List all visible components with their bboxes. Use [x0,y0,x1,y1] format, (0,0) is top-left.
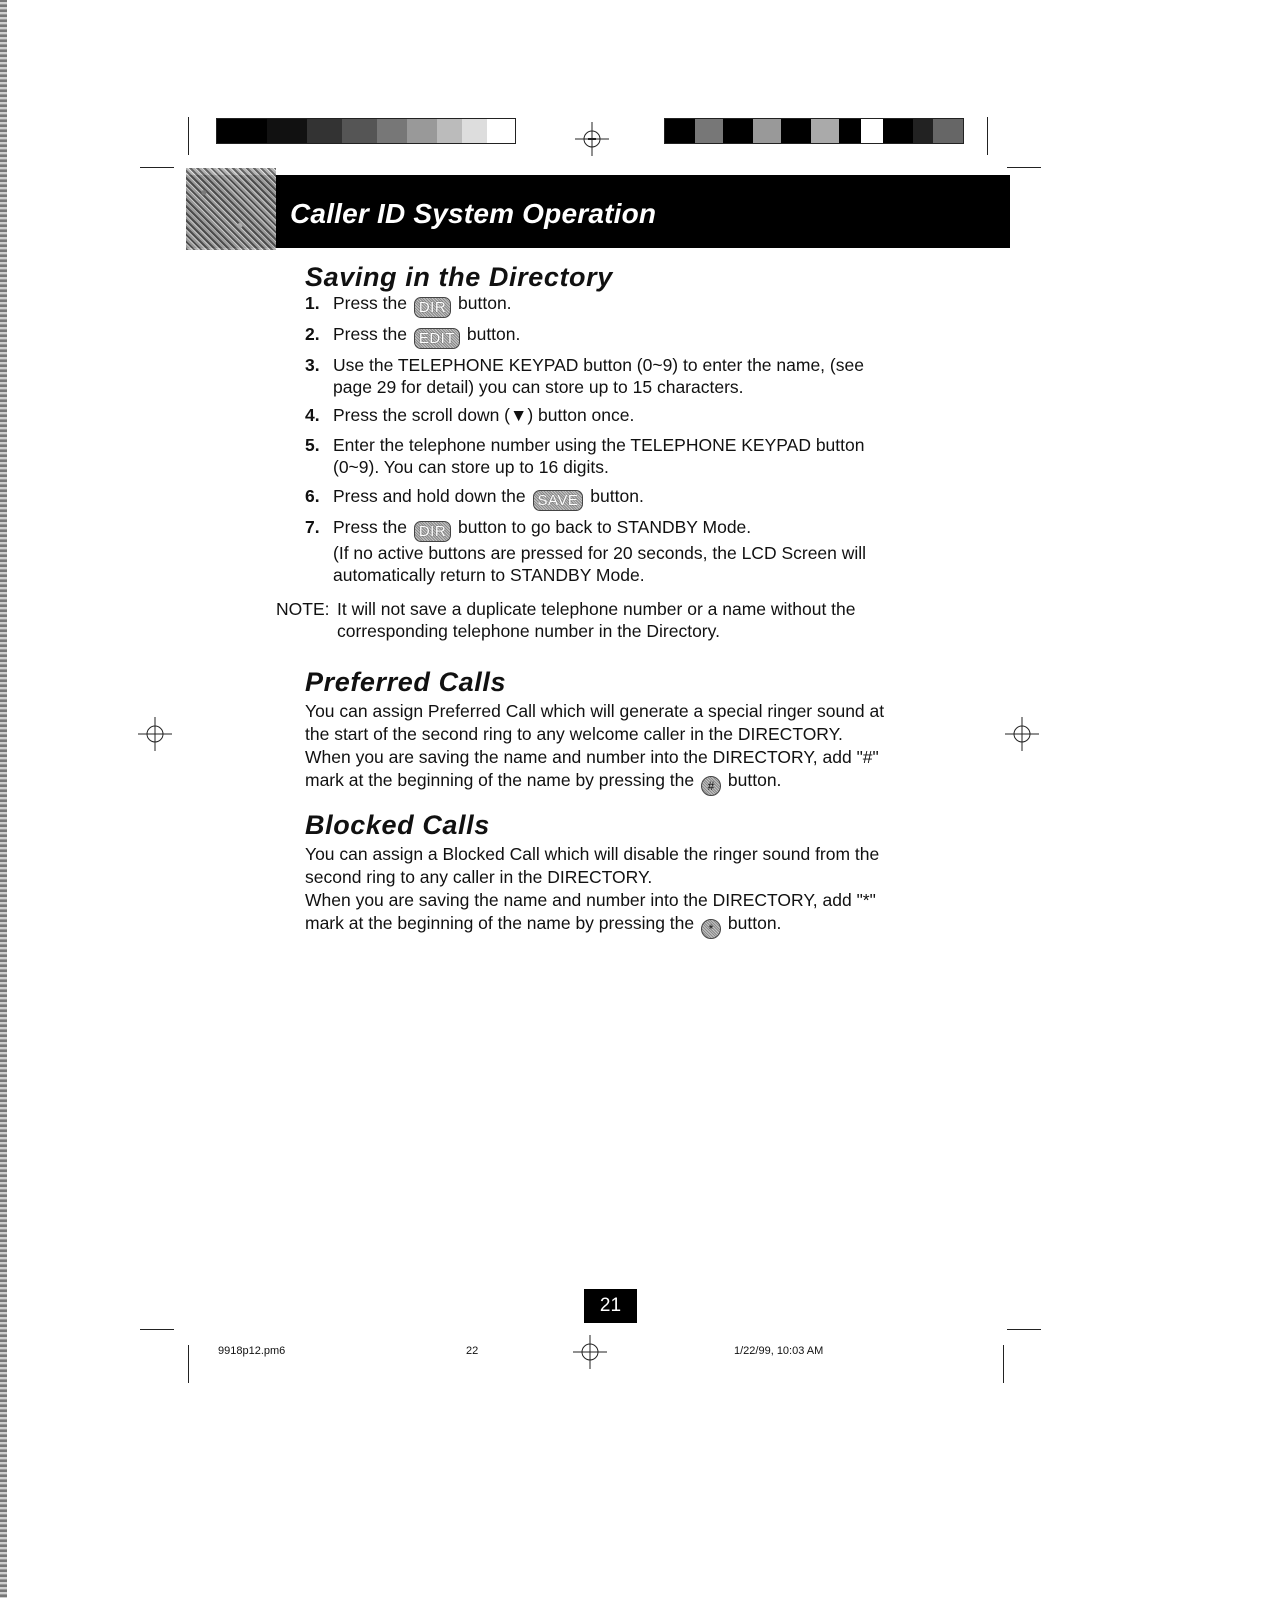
step-number: 2. [305,324,320,344]
note-text: It will not save a duplicate telephone number or a name without the [337,599,856,619]
star-button-icon: * [701,919,721,939]
grayscale-bar-left [216,118,516,144]
paragraph-line: When you are saving the name and number into the DIRECTORY, add "*" [305,890,876,910]
step-number: 4. [305,405,320,425]
page-number: 21 [584,1289,637,1323]
note-text: corresponding telephone number in the Directory. [337,621,720,641]
step-text: Enter the telephone number using the TELEPHONE KEYPAD button [333,435,865,455]
step-text: Press and hold down the [333,486,526,506]
dir-button-icon: DIR [414,297,451,318]
dir-button-icon: DIR [414,521,451,542]
crop-mark-bottom-right [1003,1345,1004,1383]
step-number: 1. [305,293,320,313]
crop-mark-right-top [1007,167,1041,168]
note-label: NOTE: [276,599,330,619]
step-text: button to go back to STANDBY Mode. [458,517,752,537]
paragraph-line: second ring to any caller in the DIRECTORY. [305,867,653,887]
footer-page: 22 [466,1345,479,1357]
paragraph-line: button. [727,770,782,790]
section-heading-preferred: Preferred Calls [305,667,507,697]
header-pattern [186,168,276,250]
preferred-paragraph [305,700,955,796]
section-heading-blocked: Blocked Calls [305,810,490,840]
section-heading-saving: Saving in the Directory [305,262,613,292]
step-text: button. [458,293,512,313]
footer-timestamp: 1/22/99, 10:03 AM [734,1345,824,1357]
edit-button-icon: EDIT [414,328,460,349]
step-text: Press the [333,293,407,313]
blocked-paragraph [305,843,955,939]
crop-mark-top-left [188,117,189,155]
paragraph-line: When you are saving the name and number into the DIRECTORY, add "#" [305,747,879,767]
crop-mark-bottom-left [188,1345,189,1383]
paragraph-line: button. [727,913,782,933]
step-text: button. [590,486,644,506]
crop-mark-left-top [140,167,174,168]
footer-filename: 9918p12.pm6 [218,1345,286,1357]
registration-mark-icon [573,1335,607,1369]
page-title: Caller ID System Operation [290,198,657,229]
paragraph-line: You can assign a Blocked Call which will disable the ringer sound from the [305,844,880,864]
step-number: 5. [305,435,320,455]
step-text: Press the [333,324,407,344]
step-text: page 29 for detail) you can store up to 15 characters. [333,377,744,397]
step-text: (0~9). You can store up to 16 digits. [333,457,609,477]
step-text: automatically return to STANDBY Mode. [333,565,645,585]
paragraph-line: mark at the beginning of the name by pressing the [305,913,695,933]
registration-mark-icon [1005,717,1039,751]
step-number: 7. [305,517,320,537]
save-button-icon: SAVE [533,490,584,511]
crop-mark-top-right [987,117,988,155]
step-number: 3. [305,355,320,375]
registration-mark-icon [575,122,609,156]
hash-button-icon: # [701,776,721,796]
step-text: Press the [333,517,407,537]
step-text: Use the TELEPHONE KEYPAD button (0~9) to enter the name, (see [333,355,864,375]
step-text: (If no active buttons are pressed for 20 seconds, the LCD Screen will [333,543,867,563]
color-bar-right [664,118,964,144]
paragraph-line: mark at the beginning of the name by pressing the [305,770,695,790]
step-text: Press the scroll down (▼) button once. [333,405,635,425]
scan-edge [0,0,7,1598]
crop-mark-right-bottom [1007,1329,1041,1330]
step-number: 6. [305,486,320,506]
step-text: button. [466,324,521,344]
registration-mark-icon [138,717,172,751]
crop-mark-left-bottom [140,1329,174,1330]
paragraph-line: the start of the second ring to any welcome caller in the DIRECTORY. [305,724,843,744]
paragraph-line: You can assign Preferred Call which will generate a special ringer sound at [305,701,885,721]
